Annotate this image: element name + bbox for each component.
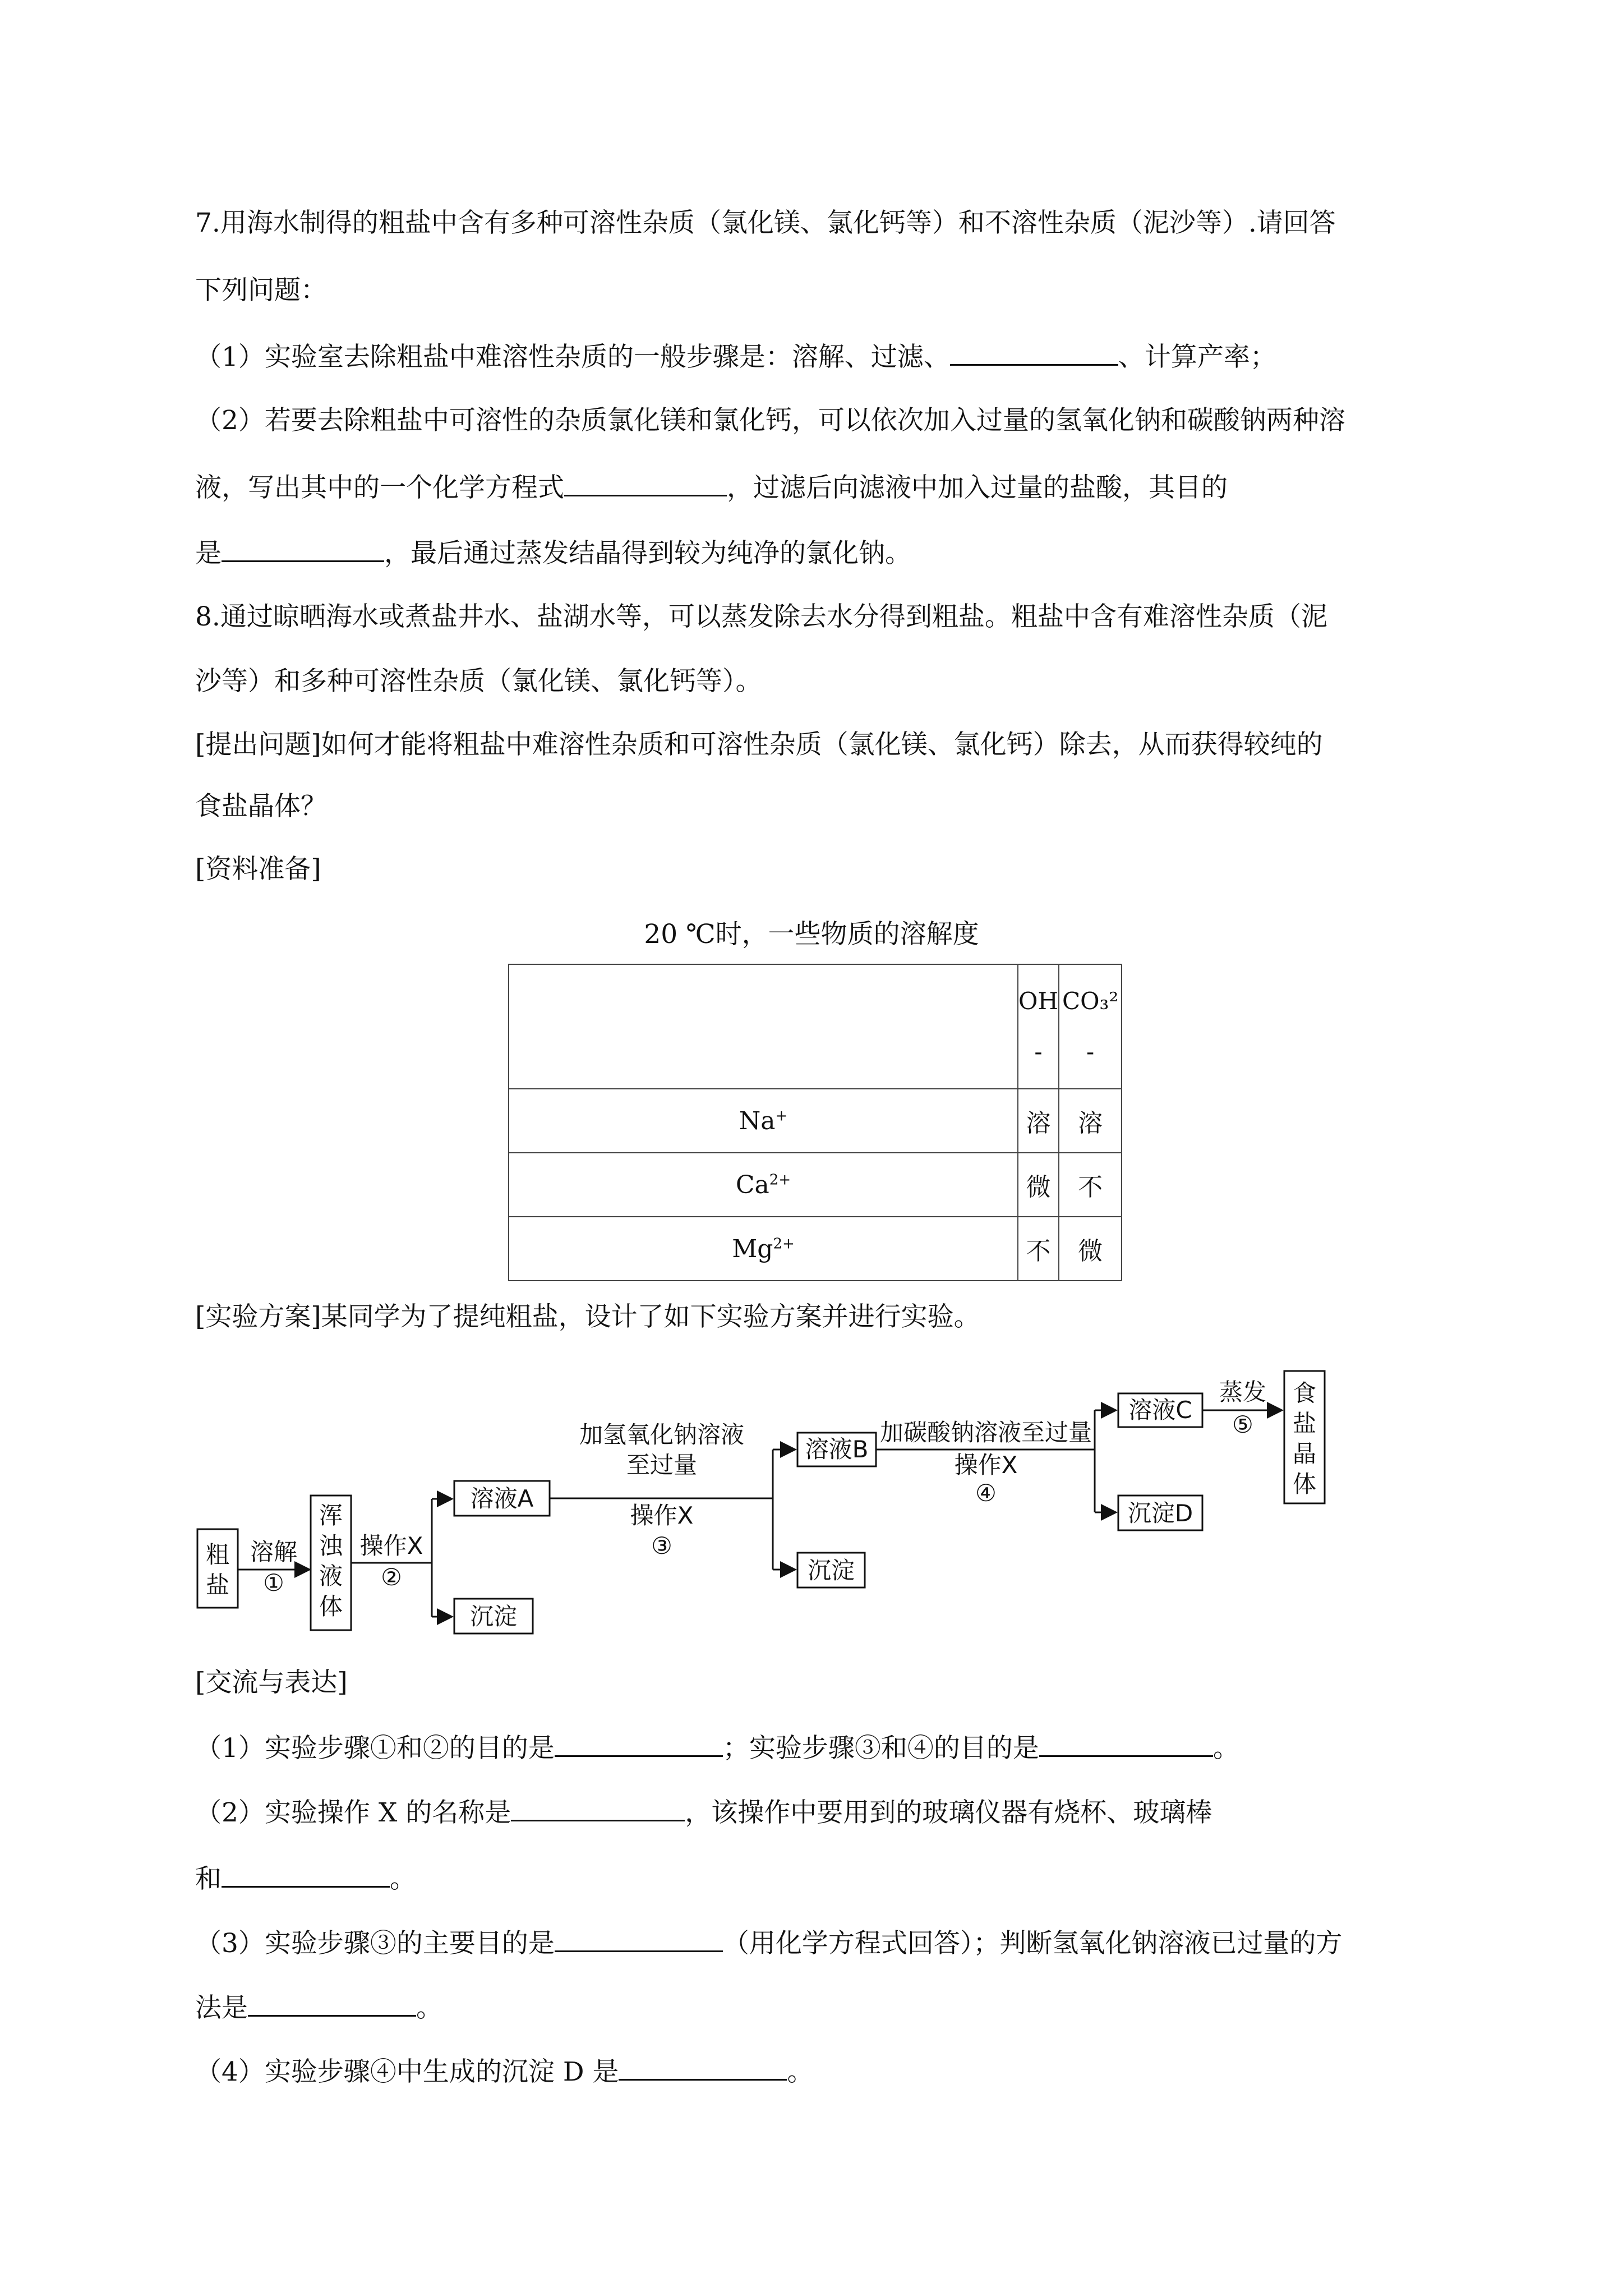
cell: 微 [1018,1153,1059,1217]
precip-d-label: 沉淀D [1127,1499,1193,1527]
q7-line1: 7.用海水制得的粗盐中含有多种可溶性杂质（氯化镁、氯化钙等）和不溶性杂质（泥沙等）.请回答 [195,208,1336,238]
q8-d3: （3）实验步骤③的主要目的是 （用化学方程式回答）；判断氢氧化钠溶液已过量的方 [195,1926,1342,1961]
crude-salt-2: 盐 [205,1571,230,1599]
step1-label: ① [263,1569,284,1596]
d4-blank[interactable] [619,2054,787,2081]
q7-blank-2[interactable] [564,470,727,496]
q7-p2-line2-after: ，过滤后向滤液中加入过量的盐酸，其目的 [727,472,1228,503]
q7-p2-line1: （2）若要去除粗盐中可溶性的杂质氯化镁和氯化钙，可以依次加入过量的氢氧化钠和碳酸钠两种溶 [195,405,1345,436]
add-na2co3-label: 加碳酸钠溶液至过量 [879,1419,1092,1446]
cell: 微 [1059,1217,1122,1281]
q7-p2-line3-before: 是 [195,538,222,569]
table-header-oh: OH - [1018,964,1059,1089]
q7-blank-3[interactable] [222,536,384,562]
crude-salt-1: 粗 [205,1541,230,1568]
q8-d4: （4）实验步骤④中生成的沉淀 D 是 。 [195,2054,813,2089]
turbid-3: 液 [319,1562,343,1590]
solution-a-label: 溶液A [470,1485,534,1512]
ion-mg: $Mg^{2+}$ [509,1217,1018,1281]
q8-prep: [资料准备] [195,854,321,885]
table-row [509,1217,1122,1281]
q7-p2-line3 [195,536,911,570]
table-header-empty [509,964,1018,1089]
step5-label: ⑤ [1232,1411,1253,1438]
cell: 溶 [1059,1089,1122,1153]
q8-d3-cont: 法是 。 [195,1990,442,2025]
q8-line1: 8.通过晾晒海水或煮盐井水、盐湖水等，可以蒸发除去水分得到粗盐。粗盐中含有难溶性杂质（泥 [195,601,1327,632]
salt-crystal-4: 体 [1292,1470,1317,1498]
q8-d2: （2）实验操作 X 的名称是 ，该操作中要用到的玻璃仪器有烧杯、玻璃棒 [195,1795,1212,1830]
solubility-table [508,964,1122,1281]
solution-b-label: 溶液B [805,1435,869,1463]
step3-label: ③ [651,1532,672,1559]
d3-blank-1[interactable] [555,1926,723,1952]
q8-discuss: [交流与表达] [195,1667,348,1698]
table-row [509,1089,1122,1153]
q7-p2-line2 [195,470,1228,505]
step2-label: ② [381,1563,402,1591]
operate-x-label-3: 操作X [954,1451,1018,1479]
d1-blank-1[interactable] [555,1731,723,1757]
evaporate-label: 蒸发 [1219,1378,1267,1406]
q8-question-line1: [提出问题]如何才能将粗盐中难溶性杂质和可溶性杂质（氯化镁、氯化钙）除去，从而获得较纯的 [195,729,1323,760]
add-naoh-2: 至过量 [626,1451,698,1479]
precip1-label: 沉淀 [469,1603,518,1630]
add-naoh-1: 加氢氧化钠溶液 [579,1421,745,1448]
turbid-4: 体 [319,1593,343,1620]
step4-label: ④ [975,1479,997,1507]
q7-blank-1[interactable] [950,339,1118,366]
precip2-label: 沉淀 [807,1557,855,1584]
d3-blank-2[interactable] [248,1990,416,2017]
q8-line2: 沙等）和多种可溶性杂质（氯化镁、氯化钙等）。 [195,666,762,697]
operate-x-label: 操作X [359,1532,423,1559]
q7-p1-before: （1）实验室去除粗盐中难溶性杂质的一般步骤是：溶解、过滤、 [195,342,950,372]
cell: 溶 [1018,1089,1059,1153]
table-row [509,1153,1122,1217]
q7-p1-after: 、计算产率； [1118,342,1276,372]
salt-crystal-1: 食 [1292,1379,1317,1407]
q7-p2-line3-after: ，最后通过蒸发结晶得到较为纯净的氯化钠。 [384,538,911,569]
d1-blank-2[interactable] [1039,1731,1213,1757]
table-caption: 20 ℃时，一些物质的溶解度 [644,919,979,950]
flow-diagram [191,1366,1357,1658]
ion-na: Na+ [509,1089,1018,1153]
turbid-2: 浊 [319,1532,343,1559]
q7-p2-line2-before: 液，写出其中的一个化学方程式 [195,472,564,503]
salt-crystal-2: 盐 [1292,1410,1317,1437]
q8-d1: （1）实验步骤①和②的目的是 ；实验步骤③和④的目的是 。 [195,1731,1239,1765]
q8-question-line2: 食盐晶体？ [195,791,327,822]
d2-blank-2[interactable] [222,1861,390,1888]
operate-x-label-2: 操作X [630,1502,694,1529]
table-header-co3: CO₃² - [1059,964,1122,1089]
q8-d2-cont: 和 。 [195,1861,416,1896]
solution-c-label: 溶液C [1128,1396,1192,1424]
dissolve-label: 溶解 [250,1538,298,1566]
q7-line2: 下列问题： [195,275,327,306]
q8-plan: [实验方案]某同学为了提纯粗盐，设计了如下实验方案并进行实验。 [195,1301,980,1332]
q7-part1 [195,339,1276,374]
salt-crystal-3: 晶 [1292,1440,1317,1467]
cell: 不 [1059,1153,1122,1217]
turbid-1: 浑 [319,1502,343,1529]
cell: 不 [1018,1217,1059,1281]
d2-blank-1[interactable] [511,1795,685,1821]
ion-ca: $Ca^{2+}$ [509,1153,1018,1217]
